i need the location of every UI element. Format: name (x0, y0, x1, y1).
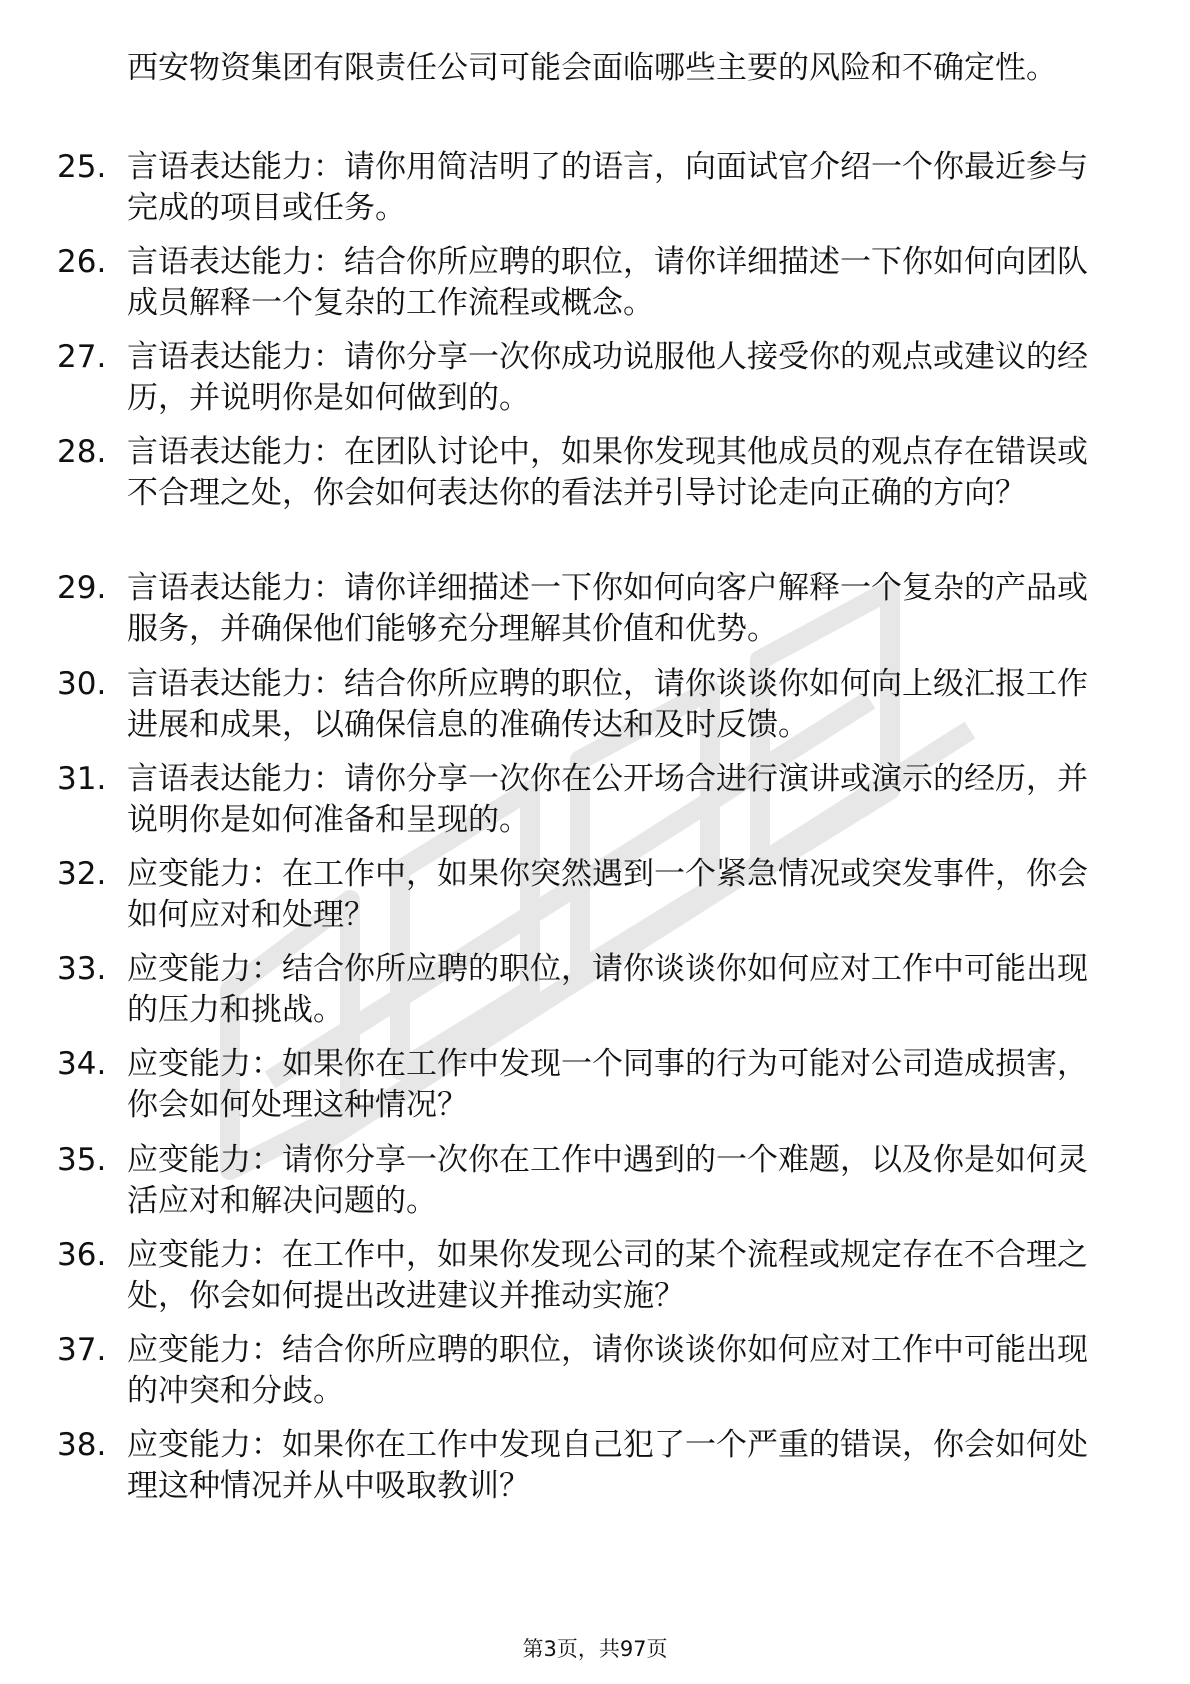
question-text: 言语表达能力：请你用简洁明了的语言，向面试官介绍一个你最近参与完成的项目或任务。 (127, 149, 1088, 226)
question-number: 30. (57, 666, 107, 702)
question-number: 26. (57, 244, 107, 280)
question-number: 31. (57, 761, 107, 797)
question-number: 25. (57, 149, 107, 185)
question-text: 应变能力：请你分享一次你在工作中遇到的一个难题，以及你是如何灵活应对和解决问题的。 (127, 1142, 1088, 1219)
question-text: 应变能力：结合你所应聘的职位，请你谈谈你如何应对工作中可能出现的冲突和分歧。 (127, 1332, 1088, 1409)
continuation-text: 西安物资集团有限责任公司可能会面临哪些主要的风险和不确定性。 (127, 50, 1057, 86)
question-number: 29. (57, 570, 107, 606)
question-text: 言语表达能力：结合你所应聘的职位，请你详细描述一下你如何向团队成员解释一个复杂的工作流程或概念。 (127, 244, 1088, 321)
question-number: 27. (57, 339, 107, 375)
question-number: 38. (57, 1427, 107, 1463)
question-text: 应变能力：在工作中，如果你突然遇到一个紧急情况或突发事件，你会如何应对和处理？ (127, 856, 1088, 933)
question-text: 言语表达能力：在团队讨论中，如果你发现其他成员的观点存在错误或不合理之处，你会如何表达你的看法并引导讨论走向正确的方向？ (127, 434, 1088, 511)
question-text: 言语表达能力：请你分享一次你在公开场合进行演讲或演示的经历，并说明你是如何准备和呈现的。 (127, 761, 1088, 838)
question-number: 33. (57, 951, 107, 987)
question-text: 言语表达能力：请你详细描述一下你如何向客户解释一个复杂的产品或服务，并确保他们能够充分理解其价值和优势。 (127, 570, 1088, 647)
question-text: 应变能力：如果你在工作中发现自己犯了一个严重的错误，你会如何处理这种情况并从中吸取教训？ (127, 1427, 1088, 1504)
question-number: 37. (57, 1332, 107, 1368)
page-footer: 第3页，共97页 (522, 1637, 668, 1661)
question-text: 应变能力：在工作中，如果你发现公司的某个流程或规定存在不合理之处，你会如何提出改进建议并推动实施？ (127, 1237, 1088, 1314)
question-text: 言语表达能力：请你分享一次你成功说服他人接受你的观点或建议的经历，并说明你是如何做到的。 (127, 339, 1088, 416)
question-number: 35. (57, 1142, 107, 1178)
question-number: 36. (57, 1237, 107, 1273)
question-number: 34. (57, 1046, 107, 1082)
question-number: 28. (57, 434, 107, 470)
question-number: 32. (57, 856, 107, 892)
question-text: 言语表达能力：结合你所应聘的职位，请你谈谈你如何向上级汇报工作进展和成果，以确保信息的准确传达和及时反馈。 (127, 666, 1088, 743)
question-text: 应变能力：结合你所应聘的职位，请你谈谈你如何应对工作中可能出现的压力和挑战。 (127, 951, 1088, 1028)
question-text: 应变能力：如果你在工作中发现一个同事的行为可能对公司造成损害，你会如何处理这种情况？ (127, 1046, 1088, 1123)
